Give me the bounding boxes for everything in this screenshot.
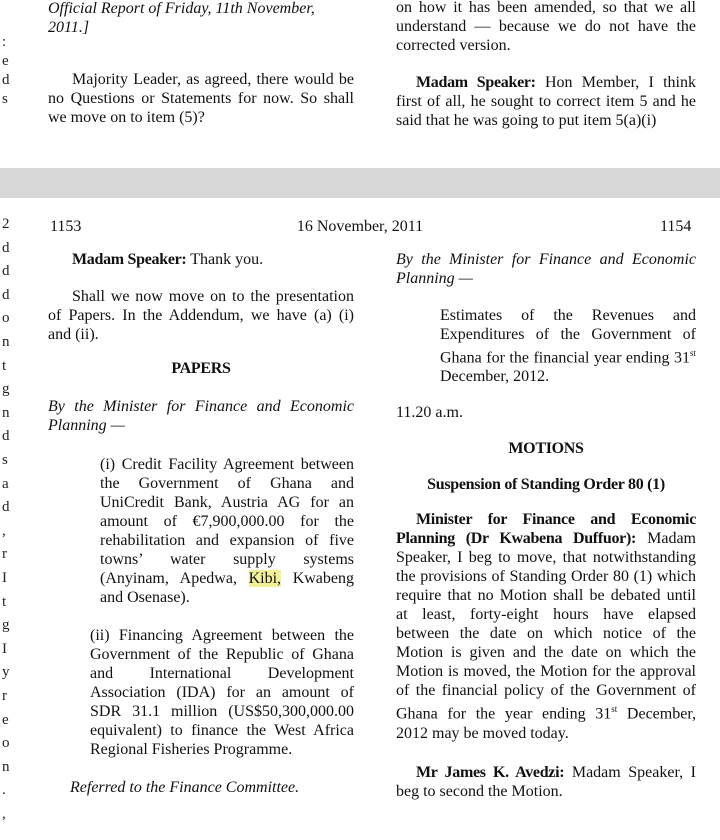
top-right-column <box>396 0 696 130</box>
margin-char: d <box>2 72 10 88</box>
seconder-text: Madam Speaker, I beg to second the Motion. <box>396 763 697 800</box>
margin-char: g <box>2 381 10 398</box>
right-column <box>396 250 696 801</box>
margin-char: d <box>2 263 10 280</box>
paper-item-1 <box>100 455 354 607</box>
margin-char: d <box>2 239 10 256</box>
margin-char: n <box>2 758 10 775</box>
margin-char: n <box>2 334 10 350</box>
previous-page-fragment <box>0 0 720 168</box>
amended-paragraph: on how it has been amended, so that we all understand — because we do not have the corrected version. <box>396 0 696 54</box>
ordinal-suffix: st <box>689 348 696 358</box>
margin-char: I <box>2 570 7 586</box>
seconder-paragraph <box>396 763 696 801</box>
margin-char: 2 <box>2 216 10 232</box>
seconder-name: Mr James K. Avedzi: <box>416 763 565 781</box>
margin-char: e <box>2 53 9 69</box>
paper-item-2: (ii) Financing Agreement between the Government of the Republic of Ghana and International Development Association (IDA) for an amount of SDR 31.1 million (US$50,300,000.00 equivalent) to finance the West Africa Regional Fisheries Programme. <box>90 627 354 758</box>
margin-char: d <box>2 499 10 516</box>
speaker-text: Thank you. <box>190 251 264 268</box>
margin-char: y <box>2 664 10 681</box>
margin-char: d <box>2 428 10 445</box>
by-minister-line-right: By the Minister for Finance and Economic Planning — <box>396 251 696 287</box>
presentation-paragraph: Shall we now move on to the presentation of Papers. In the Addendum, we have (a) (i) and (ii). <box>48 288 354 343</box>
motions-heading: MOTIONS <box>508 440 584 458</box>
suspension-heading: Suspension of Standing Order 80 (1) <box>427 476 665 494</box>
margin-char: t <box>2 593 7 610</box>
margin-char: e <box>2 711 9 728</box>
page-date: 16 November, 2011 <box>296 218 424 235</box>
papers-heading: PAPERS <box>171 360 231 377</box>
top-left-column <box>48 0 354 127</box>
margin-char: t <box>2 357 7 374</box>
paper-item-1-end: Kwabeng and Osenase). <box>100 570 354 606</box>
margin-char: r <box>2 688 7 704</box>
majority-leader-paragraph: Majority Leader, as agreed, there would be no Questions or Statements for now. So shall we move on to item (5)? <box>48 71 354 126</box>
margin-char: , <box>2 806 6 822</box>
margin-char: d <box>2 286 10 303</box>
speaker-name: Madam Speaker: <box>416 74 536 91</box>
speaker-paragraph <box>396 73 696 130</box>
margin-char: , <box>2 522 6 539</box>
motion-text: Madam Speaker, I beg to move, that notwithstanding the provisions of Standing Order 80 (1) which require that no Motion shall be debated until at least, forty-eight hours have elapsed between the date on which notice of the Motion is given and the date on which the Motion is moved, the Motion for the approval of the financial policy of the Government of Ghana for the year ending 31 <box>396 530 696 723</box>
time-stamp: 11.20 a.m. <box>396 404 463 422</box>
referred-line: Referred to the Finance Committee. <box>70 779 300 796</box>
speaker-thank-you <box>48 250 354 269</box>
paper-item-1-text: (i) Credit Facility Agreement between the Government of Ghana and UniCredit Bank, Austria AG for an amount of €7,900,000.00 for the rehabilitation and expansion of five towns’ water supply systems (Anyinam, Apedwa, <box>100 456 354 587</box>
margin-char: g <box>2 617 10 634</box>
page-number-left: 1153 <box>50 218 82 235</box>
margin-char: I <box>2 640 7 657</box>
estimates-paragraph <box>440 306 696 386</box>
minister-name: Minister for Finance and Economic Planning (Dr Kwabena Duffuor): <box>396 511 696 548</box>
margin-char: : <box>2 34 7 50</box>
report-citation: Official Report of Friday, 11th November, 2011.] <box>48 0 315 36</box>
motion-text-end: December, 2012 may be moved today. <box>396 705 696 742</box>
speaker-name: Madam Speaker: <box>72 251 187 268</box>
margin-char: o <box>2 735 10 752</box>
highlighted-text: Kibi, <box>248 570 282 587</box>
by-minister-line: By the Minister for Finance and Economic Planning — <box>48 398 354 434</box>
estimates-text: Estimates of the Revenues and Expenditures of the Government of Ghana for the financial year ending 31 <box>440 307 696 367</box>
margin-char: s <box>2 452 8 468</box>
margin-char: r <box>2 546 7 563</box>
margin-char: s <box>2 91 8 107</box>
left-column <box>48 250 354 797</box>
margin-char: n <box>2 404 10 421</box>
ordinal-suffix: st <box>611 704 618 715</box>
motion-paragraph <box>396 510 696 742</box>
margin-char: . <box>2 782 6 799</box>
hansard-page <box>0 198 720 840</box>
estimates-date: December, 2012. <box>440 368 550 386</box>
speaker-text: Hon Member, I think first of all, he sought to correct item 5 and he said that he was going to put item 5(a)(i) <box>396 74 697 129</box>
margin-char: a <box>2 475 9 492</box>
margin-char: o <box>2 310 10 327</box>
page-number-right: 1154 <box>660 218 692 235</box>
